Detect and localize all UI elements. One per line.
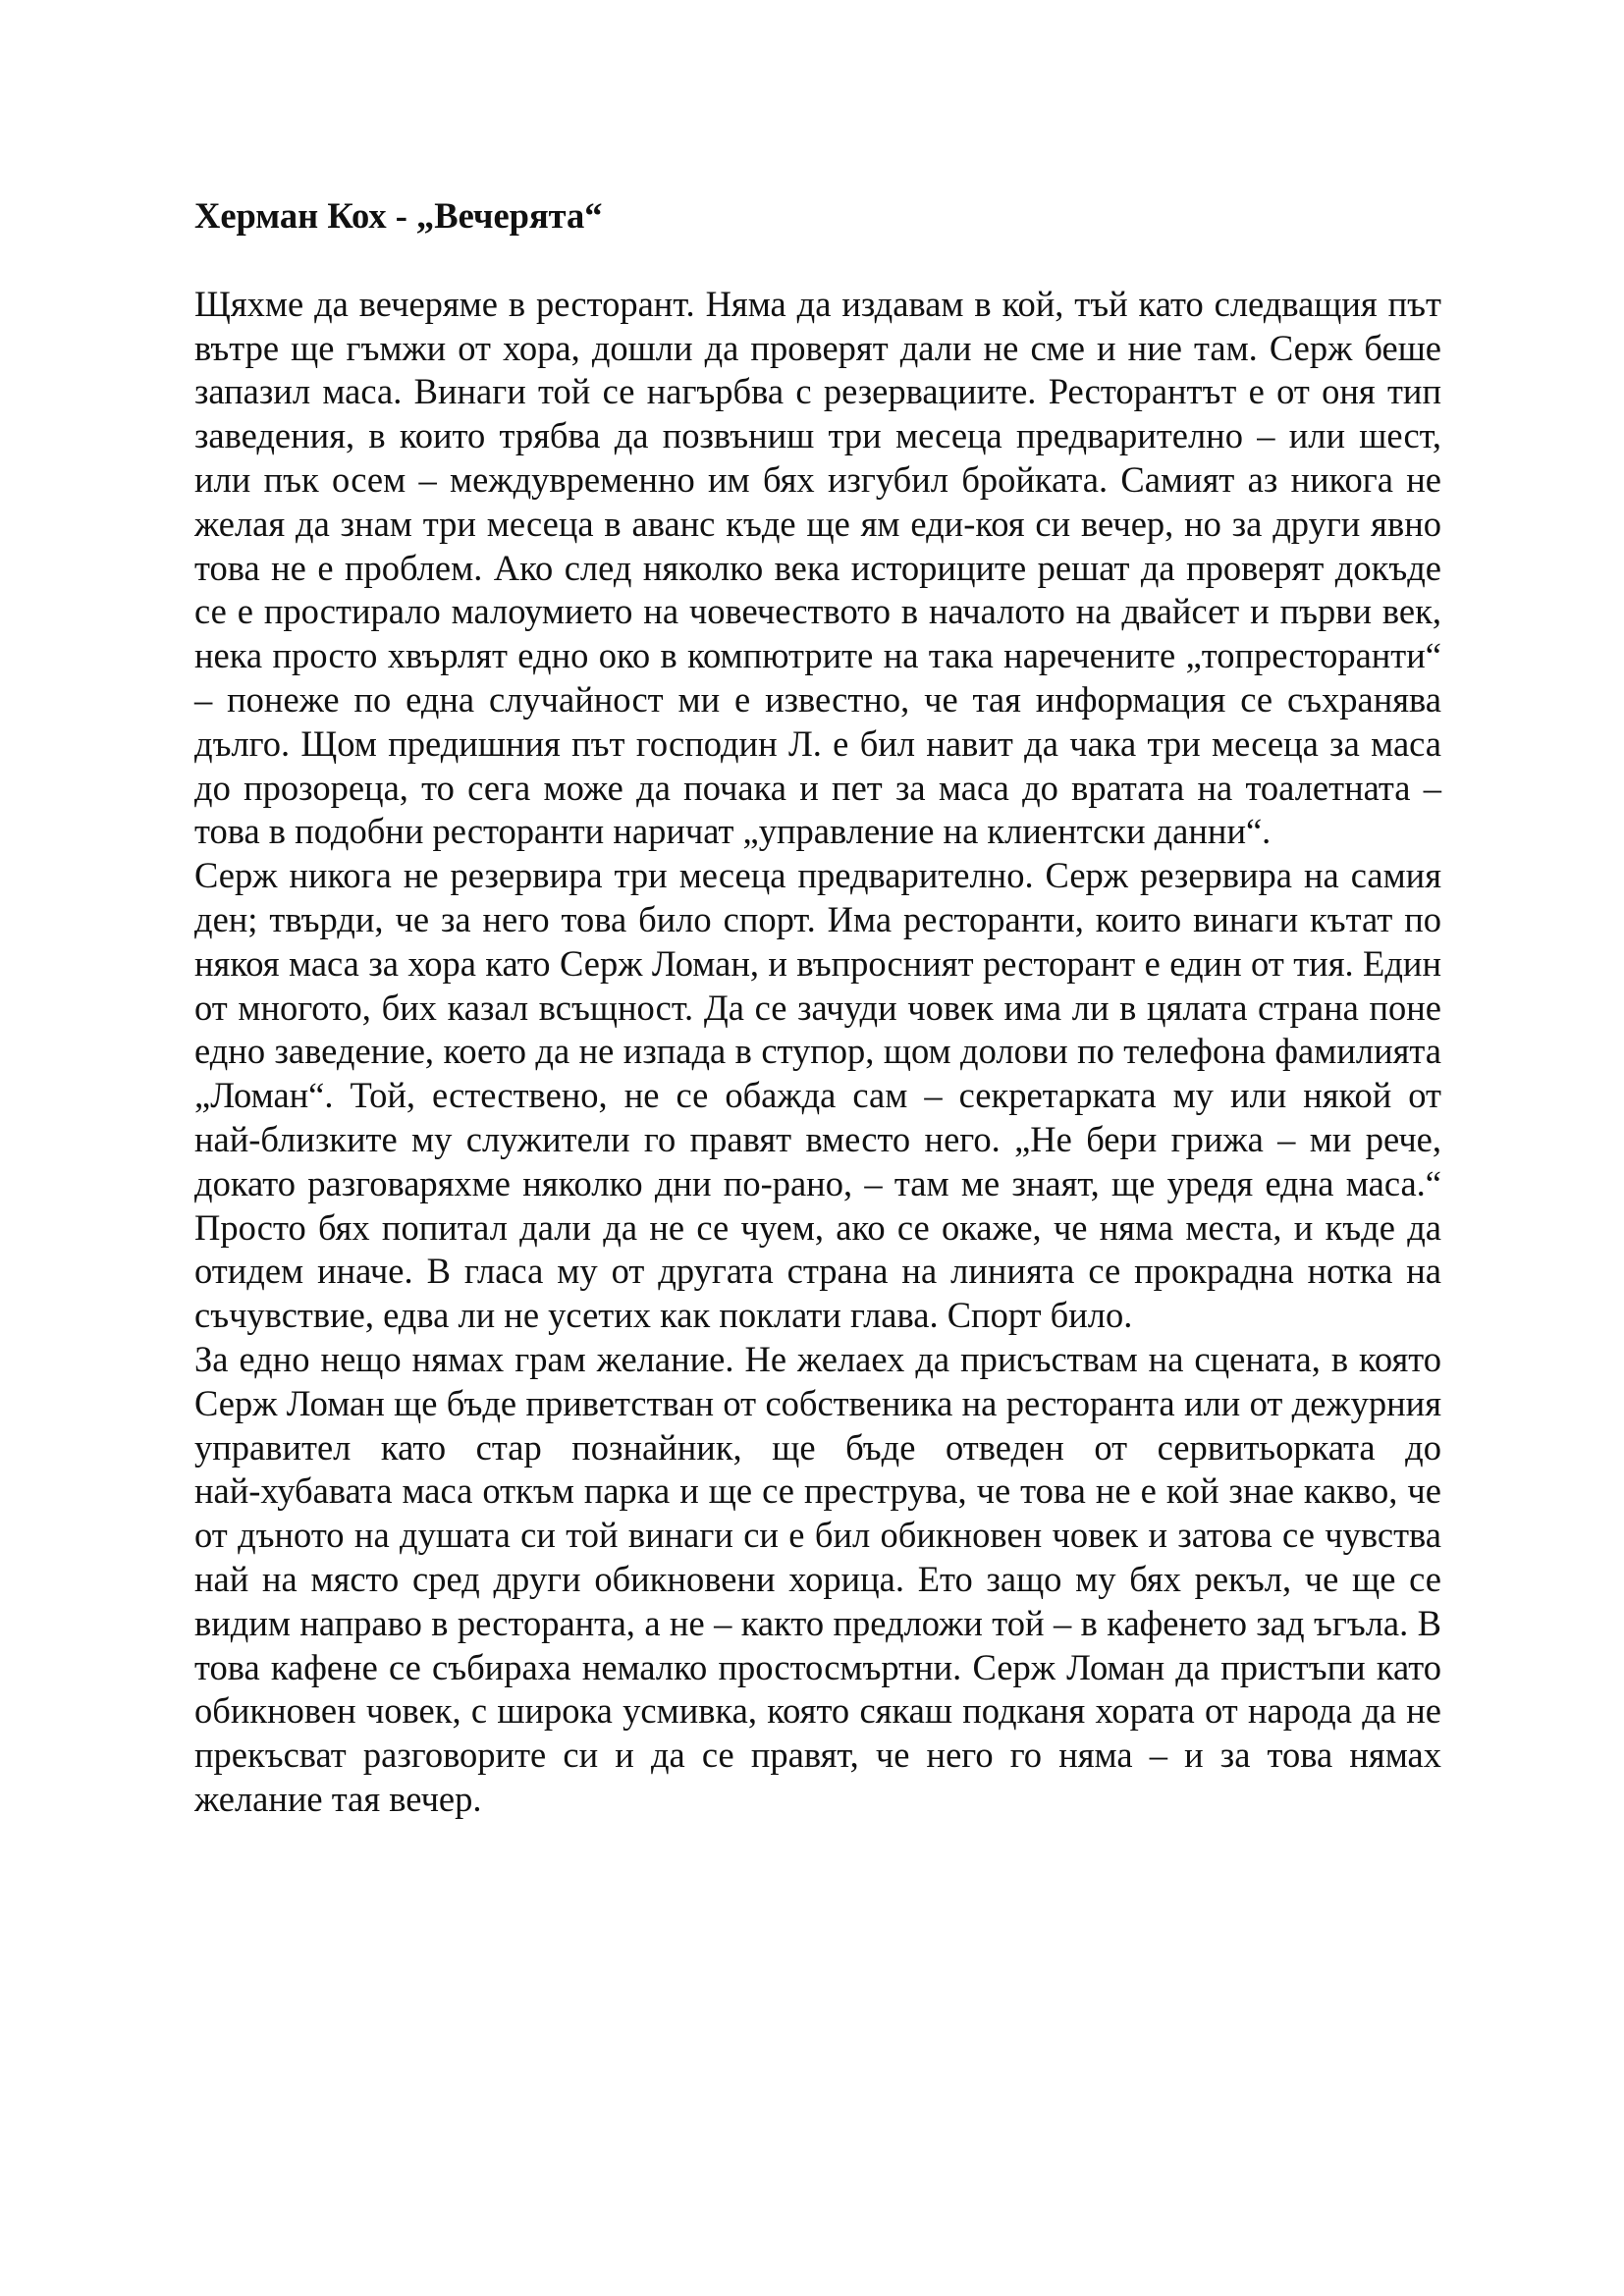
document-body [194,194,1441,1822]
paragraph-3: За едно нещо нямах грам желание. Не желаех да присъствам на сцената, в която Серж Ломан ще бъде приветстван от собственика на ресторанта или от дежурния управител като стар познайник, ще бъде отведен от сервитьорката до най‑хубавата маса откъм парка и ще се преструва, че това не е кой знае какво, че от дъното на душата си той винаги си е бил обикновен човек и затова се чувства най на място сред други обикновени хорица. Ето защо му бях рекъл, че ще се видим направо в ресторанта, а не – както предложи той – в кафенето зад ъгъла. В това кафене се събираха немалко простосмъртни. Серж Ломан да пристъпи като обикновен човек, с широка усмивка, която сякаш подканя хората от народа да не прекъсват разговорите си и да се правят, че него го няма – и за това нямах желание тая вечер. [194,1338,1441,1819]
paragraph-1: Щяхме да вечеряме в ресторант. Няма да издавам в кой, тъй като следващия път вътре ще гъмжи от хора, дошли да проверят дали не сме и ние там. Серж беше запазил маса. Винаги той се нагърбва с резервациите. Ресторантът е от оня тип заведения, в които трябва да позвъниш три месеца предварително – или шест, или пък осем – междувременно им бях изгубил бройката. Самият аз никога не желая да знам три месеца в аванс къде ще ям еди-коя си вечер, но за други явно това не е проблем. Ако след няколко века историците решат да проверят докъде се е простирало малоумието на човечеството в началото на двайсет и първи век, нека просто хвърлят едно око в компютрите на така наречените „топресторанти“ – понеже по една случайност ми е известно, че тая информация се съхранява дълго. Щом предишния път господин Л. е бил навит да чака три месеца за маса до прозореца, то сега може да почака и пет за маса до вратата на тоалетната – това в подобни ресторанти наричат „управление на клиентски данни“. [194,283,1441,852]
paragraph-2: Серж никога не резервира три месеца предварително. Серж резервира на самия ден; твърди, че за него това било спорт. Има ресторанти, които винаги кътат по някоя маса за хора като Серж Ломан, и въпросният ресторант е един от тия. Един от многото, бих казал всъщност. Да се зачуди човек има ли в цялата страна поне едно заведение, което да не изпада в ступор, щом долови по телефона фамилията „Ломан“. Той, естествено, не се обажда сам – секретарката му или някой от най‑близките му служители го правят вместо него. „Не бери грижа – ми рече, докато разговаряхме няколко дни по‑рано, – там ме знаят, ще уредя една маса.“ Просто бях попитал дали да не се чуем, ако се окаже, че няма места, и къде да отидем иначе. В гласа му от другата страна на линията се прокрадна нотка на съчувствие, едва ли не усетих как поклати глава. Спорт било. [194,855,1441,1336]
document-title: Херман Кох - „Вечерята“ [194,195,603,236]
